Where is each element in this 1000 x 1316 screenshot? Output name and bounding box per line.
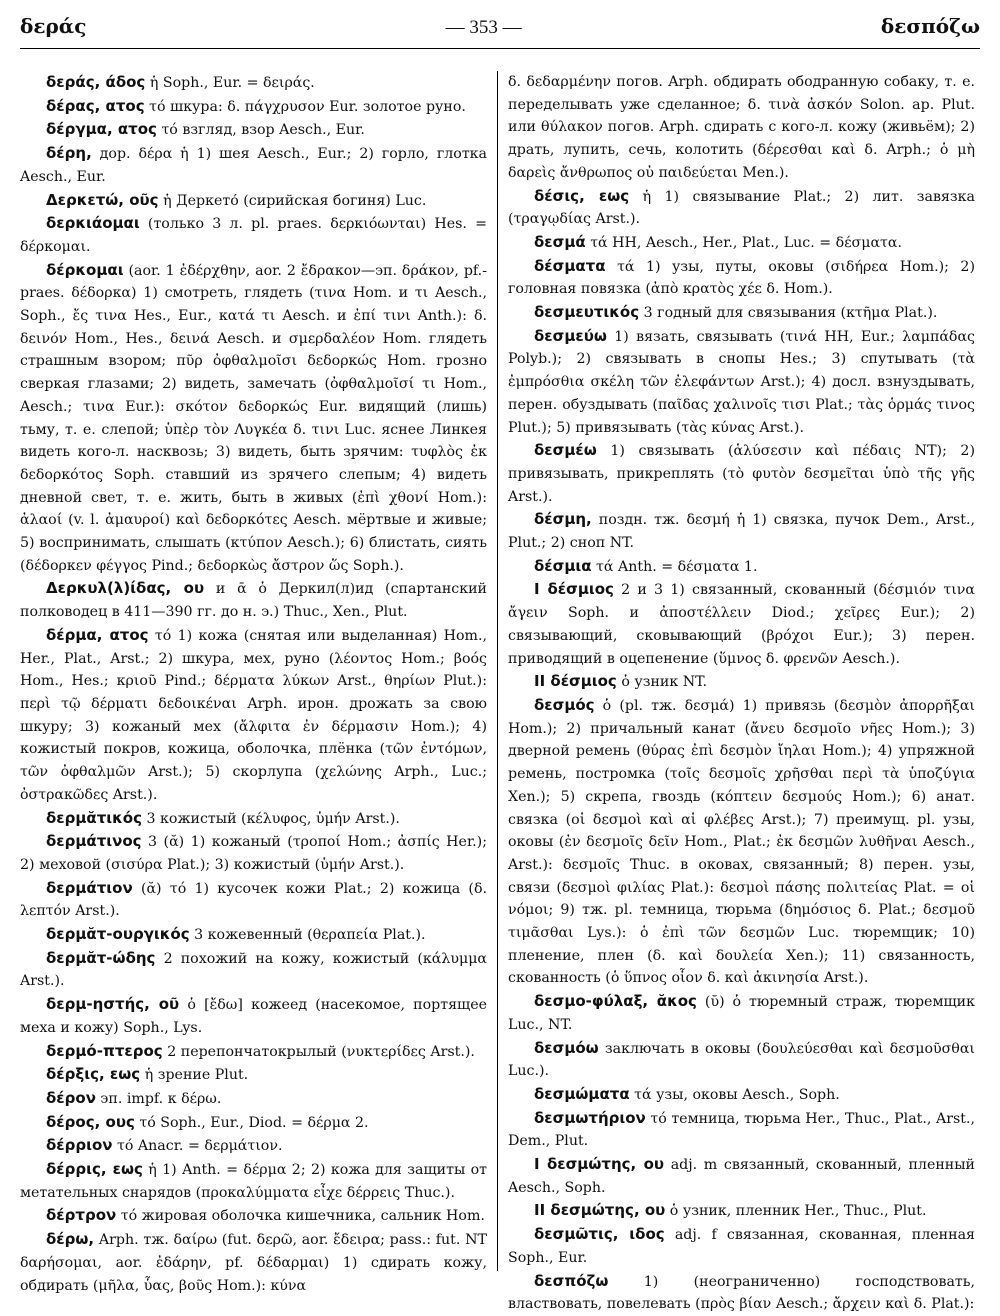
entry-headword: δέρω, — [46, 1230, 95, 1249]
entry-headword: δέρξις, εως — [46, 1065, 141, 1084]
dictionary-entry — [508, 1153, 975, 1199]
entry-headword: I δέσμιος — [534, 580, 614, 599]
dictionary-entry — [20, 1158, 487, 1204]
entry-headword: δέρτρον — [46, 1206, 117, 1225]
entry-text: τό шкура: δ. πάγχρυσον Eur. золотое руно. — [144, 98, 466, 115]
entry-headword: δέρον — [46, 1088, 96, 1107]
dictionary-entry — [20, 807, 487, 831]
dictionary-entry — [20, 212, 487, 258]
dictionary-entry — [20, 189, 487, 213]
entry-text: τό Soph., Eur., Diod. = δέρμα 2. — [134, 1114, 369, 1131]
dictionary-entry — [20, 877, 487, 923]
entry-text: adj. m связанный, скованный, пленный Aesch., Soph. — [508, 1157, 975, 1196]
entry-headword: δέρος, ους — [46, 1112, 135, 1131]
dictionary-entry — [508, 231, 975, 255]
entry-text: ὁ [ἔδω] кожеед (насекомое, портящее меха и кожу) Soph., Lys. — [20, 997, 488, 1036]
left-column — [20, 71, 497, 1294]
entry-headword: δεσμός — [534, 695, 595, 714]
entry-headword: δέσις, εως — [534, 186, 630, 205]
entry-text: 1) (неограниченно) господствовать, властвовать, повелевать (πρὸς βίαν Aesch.; ἄρχειν καὶ δ. Plat.): — [508, 1273, 975, 1313]
dictionary-entry — [20, 993, 487, 1039]
dictionary-entry — [20, 830, 487, 876]
entry-headword: I δεσμώτης, ου — [534, 1155, 665, 1174]
dictionary-entry — [20, 71, 487, 95]
dictionary-entry — [20, 1087, 487, 1111]
header-left-headword: δεράς — [20, 14, 87, 38]
entry-text: 3 годный для связывания (κτῆμα Plat.). — [639, 305, 938, 322]
entry-headword: δέρμα, ατος — [46, 625, 149, 644]
entry-text: ἡ зрение Plut. — [140, 1067, 249, 1084]
entry-headword: δεσπόζω — [534, 1271, 609, 1290]
columns — [20, 71, 980, 1313]
dictionary-entry — [20, 624, 487, 807]
header-right-headword: δεσπόζω — [880, 14, 980, 38]
dictionary-entry — [508, 1270, 975, 1316]
entry-text: τό 1) кожа (снятая или выделанная) Hom., Her., Plat., Arst.; 2) шкура, мех, руно (λέοντος Hom.; βοός Hom., Hes.; κριοῦ Pind.; δέρματα λύκων Arst., θηρίων Plut.): περὶ τῷ δέρματι δεδοικέναι Arph. ирон. дрожать за свою шкуру; 3) кожаный мех (ἄλφιτα ἐν δέρμασιν Hom.); 4) кожистый покров, кожица, оболочка, плёнка (τῶν ἐντόμων, τῶν ὀφθαλμῶν Arst.); 5) скорлупа (χελώνης Arph., Luc.; ὀστρακῶδες Arst.). — [20, 627, 487, 803]
entry-headword: δεσμεύω — [534, 326, 607, 345]
entry-text: ὁ узник, пленник Her., Thuc., Plut. — [665, 1203, 927, 1220]
entry-text: τό темница, тюрьма Her., Thuc., Plat., Arst., Dem., Plut. — [508, 1110, 975, 1150]
entry-text: и ᾱ ὁ Деркил(л)ид (спартанский полководец в 411—390 гг. до н. э.) Thuc., Xen., Plut. — [20, 581, 487, 621]
entry-text: ἡ 1) связывание Plat.; 2) лит. завязка (τραγῳδίας Arst.). — [508, 188, 975, 228]
entry-text: заключать в оковы (δουλεύεσθαι καὶ δεσμοῦσθαι Luc.). — [508, 1040, 975, 1080]
entry-headword: δέρη, — [46, 144, 92, 163]
dictionary-entry — [508, 508, 975, 554]
dictionary-entry — [508, 670, 975, 694]
dictionary-entry — [20, 1111, 487, 1135]
entry-headword: δέργμα, ατος — [46, 120, 157, 139]
entry-headword: II δέσμιος — [534, 672, 617, 691]
entry-text: δ. δεδαρμένην погов. Arph. обдирать ободранную собаку, т. е. переделывать уже сделанное; δ. τινὰ ἀσκόν Solon. ap. Plut. или θύλακον погов. Arph. сдирать с кого-л. кожу (живьём); 2) драть, лупить, сечь, колотить (δέρεσθαι καὶ δ. Arph.; ὁ μὴ δαρεὶς ἄνθρωπος οὐ παιδεύεται Men.). — [508, 74, 975, 181]
dictionary-entry — [508, 694, 975, 990]
entry-text: (только 3 л. pl. praes. δερκιόωνται) Hes. = δέρκομαι. — [20, 216, 487, 255]
entry-headword: δερμάτιον — [46, 878, 133, 897]
entry-text: τό жировая оболочка кишечника, сальник Hom. — [116, 1208, 485, 1225]
entry-headword: δερμάτινος — [46, 832, 142, 851]
entry-headword: δέρρις, εως — [46, 1160, 143, 1179]
entry-headword: Δερκετώ, οῦς — [46, 190, 159, 209]
dictionary-entry — [508, 439, 975, 508]
entry-text: τά узы, оковы Aesch., Soph. — [629, 1086, 840, 1103]
dictionary-entry — [20, 1134, 487, 1158]
entry-text: 1) связывать (ἁλύσεσιν καὶ πέδαις NT); 2) привязывать, прикреплять (τὸ φυτὸν δεσμεῖται ὑπὸ τῆς γῆς Arst.). — [508, 443, 975, 505]
dictionary-entry — [20, 577, 487, 623]
entry-text: (ῠ) ὁ тюремный страж, тюремщик Luc., NT. — [508, 994, 975, 1033]
dictionary-entry — [508, 301, 975, 325]
entry-text: τά Anth. = δέσματα 1. — [591, 558, 758, 575]
entry-headword: δεσμο-φύλαξ, ᾰκος — [534, 992, 697, 1011]
dictionary-entry — [20, 118, 487, 142]
dictionary-entry — [20, 1063, 487, 1087]
dictionary-entry — [508, 1037, 975, 1083]
entry-text: ὁ (pl. тж. δεσμά) 1) привязь (δεσμὸν ἀπορρῆξαι Hom.); 2) причальный канат (ἄνευ δεσμοῖο νῆες Hom.); 3) дверной ремень (θύρας ἐπὶ δεσμὸν ἴηλαι Hom.); 4) упряжной ремень, постромка (τοῖς δεσμοῖς χρῆσθαι περὶ τὰ ὑποζύγια Xen.); 5) скрепа, гвоздь (κόπτειν δεσμούς Hom.); 6) анат. связка (οἱ δεσμοὶ καὶ αἱ φλέβες Arst.); 7) преимущ. pl. узы, оковы (ἐν δεσμοῖς δεῖν Hom., Plat.; ἐκ δεσμῶν λυθῆναι Aesch., Arst.): δεσμοῖς Thuc. в оковах, связанный; 8) перен. узы, связи (δεσμοὶ φιλίας Plat.): δεσμοὶ πάσης πολιτείας Plat. = οἱ νόμοι; 9) тж. pl. темница, тюрьма (δημόσιος δ. Plat.; δεσμοῦ τιμᾶσθαι Lys.): ὁ ἐπὶ τῶν δεσμῶν Luc. тюремщик; 10) пленение, плен (δ. καὶ δουλεία Xen.); 11) связанность, скованность (ὁ ὕπνος οἷον δ. καὶ ἀκινησία Arst.). — [508, 697, 975, 987]
entry-headword: δεσμά — [534, 232, 586, 251]
entry-headword: δεσμόω — [534, 1038, 599, 1057]
entry-text: 3 кожевенный (θεραπεία Plat.). — [189, 927, 426, 944]
entry-text: ἡ Soph., Eur. = δειράς. — [145, 75, 315, 91]
page-header — [20, 14, 980, 49]
entry-text: дор. δέρα ἡ 1) шея Aesch., Eur.; 2) горло, глотка Aesch., Eur. — [20, 146, 487, 185]
page-number: — 353 — — [445, 17, 522, 38]
entry-text: ὁ узник NT. — [616, 674, 708, 691]
entry-text: τό Anacr. = δερμάτιον. — [112, 1138, 283, 1155]
dictionary-entry — [508, 1107, 975, 1153]
entry-headword: δερμᾰτ-ώδης — [46, 948, 156, 967]
entry-headword: δεσμῶτις, ιδος — [534, 1225, 665, 1244]
entry-headword: δέσμη, — [534, 510, 592, 529]
entry-headword: δέσμια — [534, 556, 592, 575]
entry-headword: δεσμέω — [534, 441, 597, 460]
entry-text: 3 кожистый (κέλυφος, ὑμήν Arst.). — [142, 810, 400, 827]
entry-text: τό взгляд, взор Aesch., Eur. — [156, 122, 365, 139]
entry-headword: δέσματα — [534, 256, 606, 275]
dictionary-entry — [508, 578, 975, 670]
entry-text: 2 и 3 1) связанный, скованный (δέσμιόν τινα ἄγειν Soph. и ἀποστέλλειν Diod.; χεῖρες Eur.); 2) связывающий, сковывающий (βρόχοι Eur.); 3) перен. приводящий в оцепенение (ὕμνος δ. φρενῶν Aesch.). — [508, 582, 975, 667]
dictionary-entry — [508, 1223, 975, 1269]
dictionary-entry — [508, 990, 975, 1036]
entry-text: ἡ 1) Anth. = δέρμα 2; 2) кожа для защиты от метательных снарядов (προκαλύμματα εἶχε δέρρεις Thuc.). — [20, 1162, 487, 1201]
entry-text: Arph. тж. δαίρω (fut. δερῶ, aor. ἔδειρα; pass.: fut. NT δαρήσομαι, aor. ἐδάρην, pf. δέδαρμαι) 1) сдирать кожу, обдирать (μῆλα, ὗας, βοῦς Hom.): κύνα — [20, 1232, 487, 1294]
dictionary-entry — [20, 947, 487, 993]
dictionary-entry — [508, 1083, 975, 1107]
dictionary-entry — [20, 259, 487, 578]
entry-text: 3 (ᾰ) 1) кожаный (τροποί Hom.; ἀσπίς Her.); 2) меховой (σισύρα Plat.); 3) кожистый (ὑμήν Arst.). — [20, 834, 487, 873]
entry-text: (aor. 1 ἐδέρχθην, aor. 2 ἔδρακον—эп. δράκον, pf.-praes. δέδορκα) 1) смотреть, глядеть (τινα Hom. и τι Aesch., Soph., ἔς τινα Hes., Eur., κατά τι Aesch. и ἐπί τινι Anth.): δ. δεινόν Hom., Hes., δεινά Aesch. и σμερδαλέον Hom. глядеть страшным взором; πῦρ ὀφθαλμοῖσι δεδορκώς Hom. грозно сверкая глазами; 2) видеть, замечать (ὀφθαλμοῖσί τι Hom., Aesch.; τινα Eur.): σκότον δεδορκώς Eur. видящий (лишь) тьму, т. е. слепой; ὑπὲρ τὸν Λυγκέα δ. τινι Luc. яснее Линкея видеть кого-л. насквозь; 3) видеть, быть зрячим: τυφλὸς ἐκ δεδορκότος Soph. ставший из зрячего слепым; 4) видеть дневной свет, т. е. жить, быть в живых (ἐπὶ χθονί Hom.): ἀλαοί (v. l. ἀμαυροί) καὶ δεδορκότες Aesch. мёртвые и живые; 5) воспринимать, слышать (κτύπον Aesch.); 6) блистать, сиять (δέδορκεν φέγγος Pind.; δεδορκὼς ἄστρον ὥς Soph.). — [20, 262, 487, 574]
entry-headword: II δεσμώτης, ου — [534, 1201, 666, 1220]
entry-headword: δέρας, ατος — [46, 96, 145, 115]
dictionary-entry — [508, 555, 975, 579]
entry-text: (ᾰ) τό 1) кусочек кожи Plat.; 2) кожица (δ. λεπτόν Arst.). — [20, 880, 487, 920]
dictionary-entry — [20, 95, 487, 119]
entry-headword: δερμ-ηστής, οῦ — [46, 995, 180, 1014]
entry-headword: δεσμώματα — [534, 1084, 630, 1103]
entry-text: τά 1) узы, путы, оковы (σιδήρεα Hom.); 2) головная повязка (ἀπὸ κρατὸς χέε δ. Hom.). — [508, 258, 975, 298]
entry-text: 2 похожий на кожу, кожистый (κάλυμμα Arst.). — [20, 950, 487, 990]
entry-text: adj. f связанная, скованная, пленная Soph., Eur. — [508, 1227, 975, 1266]
entry-headword: δεσμωτήριον — [534, 1108, 646, 1127]
entry-text: поздн. тж. δεσμή ἡ 1) связка, пучок Dem., Arst., Plut.; 2) сноп NT. — [508, 512, 975, 552]
dictionary-entry — [508, 185, 975, 231]
dictionary-entry — [20, 142, 487, 188]
dictionary-entry — [20, 923, 487, 947]
entry-headword: δέρριον — [46, 1136, 113, 1155]
dictionary-entry — [508, 325, 975, 440]
entry-text: τά HH, Aesch., Her., Plat., Luc. = δέσματα. — [585, 234, 902, 251]
right-column — [498, 71, 975, 1313]
dictionary-entry — [508, 1199, 975, 1223]
entry-headword: Δερκυλ(λ)ίδας, ου — [46, 579, 205, 598]
entry-text: эп. impf. к δέρω. — [95, 1090, 222, 1107]
entry-headword: δεράς, άδος — [46, 73, 146, 91]
dictionary-entry — [508, 71, 975, 185]
entry-headword: δερμᾰτ-ουργικός — [46, 925, 190, 944]
entry-headword: δερμᾰτικός — [46, 808, 143, 827]
entry-headword: δέρκομαι — [46, 260, 124, 279]
entry-headword: δεσμευτικός — [534, 303, 640, 322]
entry-headword: δερκιάομαι — [46, 214, 140, 233]
entry-text: 2 перепончатокрылый (νυκτερίδες Arst.). — [162, 1043, 475, 1060]
dictionary-entry — [20, 1204, 487, 1228]
entry-headword: δερμό-πτερος — [46, 1041, 163, 1060]
dictionary-entry — [20, 1040, 487, 1064]
entry-text: ἡ Деркето́ (сирийская богиня) Luc. — [158, 192, 427, 209]
dictionary-entry — [20, 1228, 487, 1297]
entry-text: 1) вязать, связывать (τινά HH, Eur.; λαμπάδας Polyb.); 2) связывать в снопы Hes.; 3) спутывать (τὰ ἐμπρόσθια σκέλη τῶν ἐλεφάντων Arst.); 4) досл. взнуздывать, перен. обуздывать (παῖδας χαλινοῖς τισι Plat.; τὰς ὁρμάς τινος Plut.); 5) привязывать (τὰς κύνας Arst.). — [508, 328, 975, 436]
dictionary-entry — [508, 255, 975, 301]
